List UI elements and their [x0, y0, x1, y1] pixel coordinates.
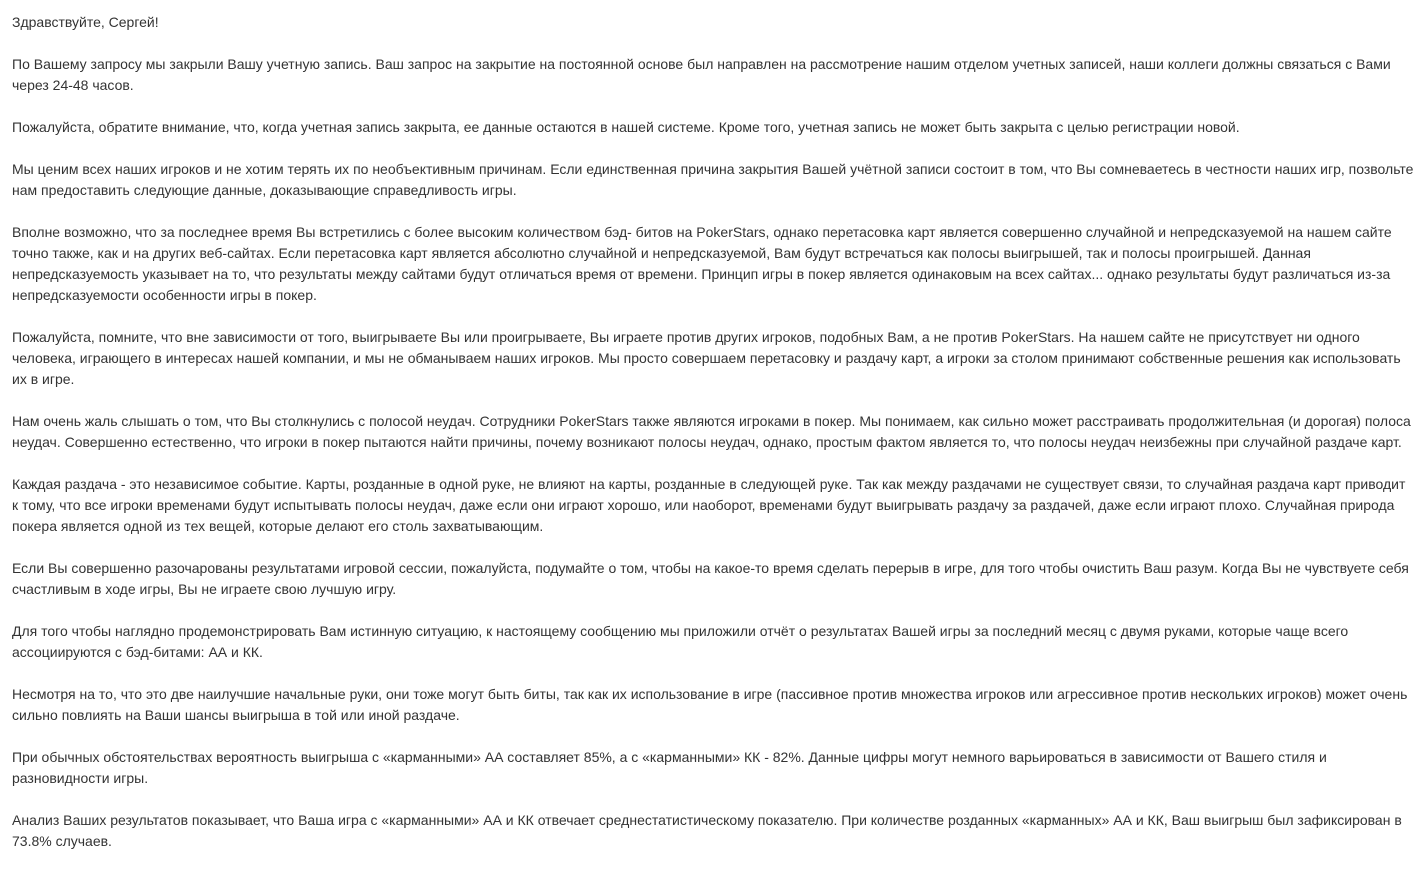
email-body [12, 12, 1415, 852]
paragraph-best-hands: Несмотря на то, что это две наилучшие начальные руки, они тоже могут быть биты, так как их использование в игре (пассивное против множества игроков или агрессивное против нескольких игроков) может очень сильно повлиять на Ваши шансы выигрыша в той или иной раздаче. [12, 686, 1408, 723]
paragraph-bad-beats: Вполне возможно, что за последнее время Вы встретились с более высоким количеством бэд- битов на PokerStars, однако перетасовка карт является совершенно случайной и непредсказуемой на нашем сайте точно также, как и на других веб-сайтах. Если перетасовка карт является абсолютно случайной и непредсказуемой, Вам будут встречаться как полосы выигрышей, так и полосы проигрышей. Данная непредсказуемость указывает на то, что результаты между сайтами будут отличаться время от времени. Принцип игры в покер является одинаковым на всех сайтах... однако результаты будут различаться из-за непредсказуемости особенности игры в покер. [12, 224, 1392, 303]
greeting: Здравствуйте, Сергей! [12, 14, 159, 30]
paragraph-independent-event: Каждая раздача - это независимое событие. Карты, розданные в одной руке, не влияют на карты, розданные в следующей руке. Так как между раздачами не существует связи, то случайная раздача карт приводит к тому, что все игроки временами будут испытывать полосы неудач, даже если они играют хорошо, или наоборот, временами будут выигрывать раздачу за раздачей, даже если играют плохо. Случайная природа покера является одной из тех вещей, которые делают его столь захватывающим. [12, 476, 1406, 534]
paragraph-play-against-players: Пожалуйста, помните, что вне зависимости от того, выигрываете Вы или проигрываете, Вы играете против других игроков, подобных Вам, а не против PokerStars. На нашем сайте не присутствует ни одного человека, играющего в интересах нашей компании, и мы не обманываем наших игроков. Мы просто совершаем перетасовку и раздачу карт, а игроки за столом принимают собственные решения как использовать их в игре. [12, 329, 1401, 387]
paragraph-bad-luck-streak: Нам очень жаль слышать о том, что Вы столкнулись с полосой неудач. Сотрудники PokerStars также являются игроками в покер. Мы понимаем, как сильно может расстраивать продолжительная (и дорогая) полоса неудач. Совершенно естественно, что игроки в покер пытаются найти причины, почему возникают полосы неудач, однако, простым фактом является то, что полосы неудач неизбежны при случайной раздаче карт. [12, 413, 1411, 450]
paragraph-results-analysis: Анализ Ваших результатов показывает, что Ваша игра с «карманными» АА и КК отвечает среднестатистическому показателю. При количестве розданных «карманных» АА и КК, Ваш выигрыш был зафиксирован в 73.8% случаев. [12, 812, 1402, 849]
paragraph-win-probability: При обычных обстоятельствах вероятность выигрыша с «карманными» АА составляет 85%, а с «карманными» КК - 82%. Данные цифры могут немного варьироваться в зависимости от Вашего стиля и разновидности игры. [12, 749, 1327, 786]
paragraph-account-closed: По Вашему запросу мы закрыли Вашу учетную запись. Ваш запрос на закрытие на постоянной основе был направлен на рассмотрение нашим отделом учетных записей, наши коллеги должны связаться с Вами через 24-48 часов. [12, 56, 1391, 93]
paragraph-fairness-intro: Мы ценим всех наших игроков и не хотим терять их по необъективным причинам. Если единственная причина закрытия Вашей учётной записи состоит в том, что Вы сомневаетесь в честности наших игр, позвольте нам предоставить следующие данные, доказывающие справедливость игры. [12, 161, 1414, 198]
paragraph-report-attached: Для того чтобы наглядно продемонстрировать Вам истинную ситуацию, к настоящему сообщению мы приложили отчёт о результатах Вашей игры за последний месяц с двумя руками, которые чаще всего ассоциируются с бэд-битами: АА и КК. [12, 623, 1349, 660]
paragraph-data-retained: Пожалуйста, обратите внимание, что, когда учетная запись закрыта, ее данные остаются в нашей системе. Кроме того, учетная запись не может быть закрыта с целью регистрации новой. [12, 119, 1240, 135]
paragraph-take-a-break: Если Вы совершенно разочарованы результатами игровой сессии, пожалуйста, подумайте о том, чтобы на какое-то время сделать перерыв в игре, для того чтобы очистить Ваш разум. Когда Вы не чувствуете себя счастливым в ходе игры, Вы не играете свою лучшую игру. [12, 560, 1409, 597]
